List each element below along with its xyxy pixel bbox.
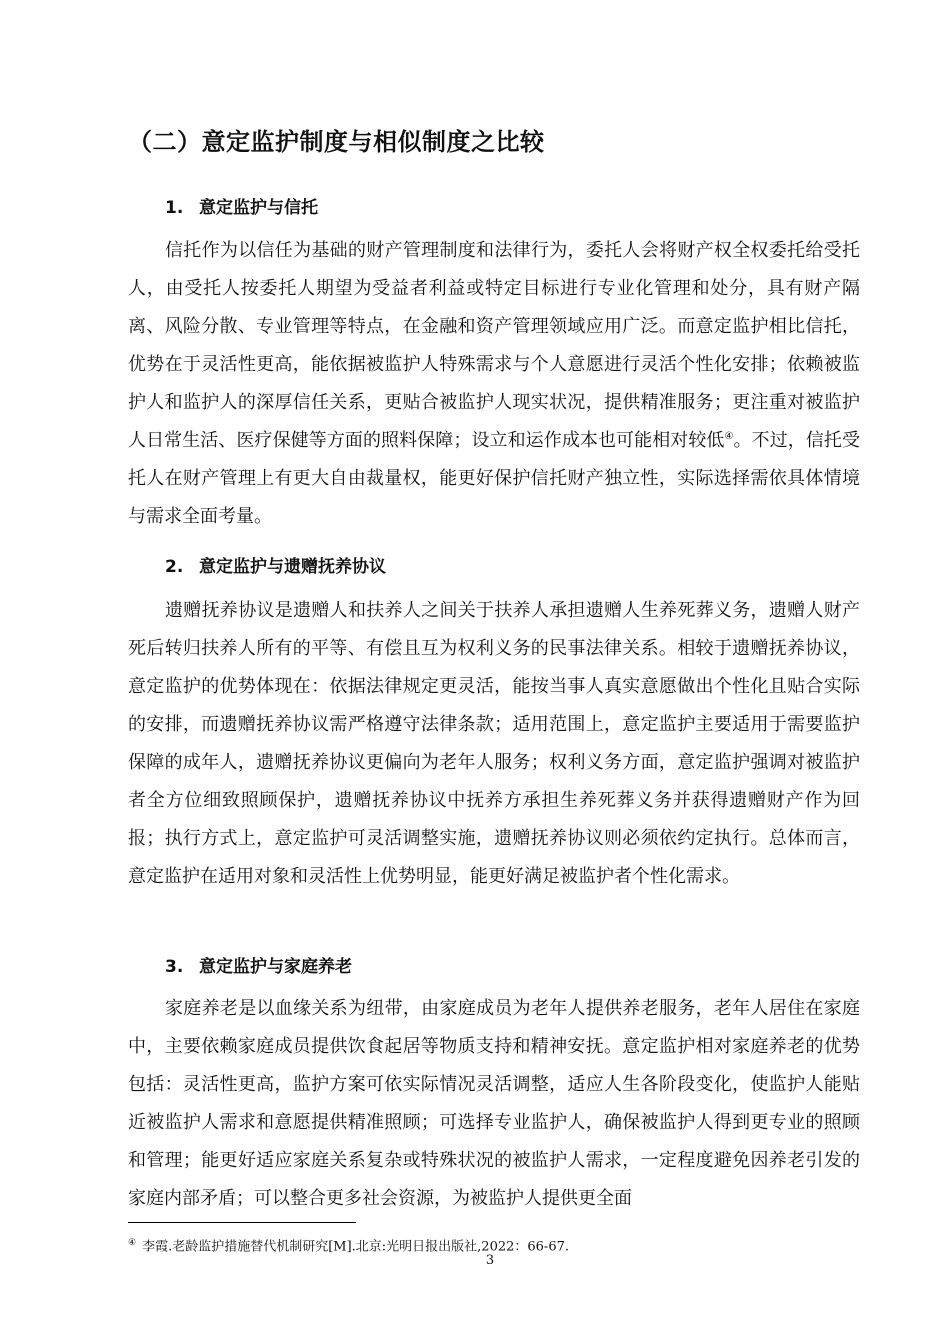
subsection-number: 2. [165,557,184,577]
subsection-number: 3. [165,957,184,977]
paragraph-text: 信托作为以信任为基础的财产管理制度和法律行为，委托人会将财产权全权委托给受托人，由受托人按委托人期望为受益者利益或特定目标进行专业化管理和处分，具有财产隔离、风险分散、专业管理等特点，在金融和资产管理领域应用广泛。而意定监护相比信托，优势在于灵活性更高，能依据被监护人特殊需求与个人意愿进行灵活个性化安排；依赖被监护人和监护人的深厚信任关系，更贴合被监护人现实状况，提供精准服务；更注重对被监护人日常生活、医疗保健等方面的照料保障；设立和运作成本也可能相对较低 [128,240,860,451]
paragraph-text-tail: 。不过，信托受托人在财产管理上有更大自由裁量权，能更好保护信托财产独立性，实际选择需依具体情境与需求全面考量。 [128,430,861,527]
footnote-mark: ④ [128,1238,137,1248]
section-heading: （二）意定监护制度与相似制度之比较 [128,128,545,156]
paragraph-bequest: 遗赠抚养协议是遗赠人和扶养人之间关于扶养人承担遗赠人生养死葬义务，遗赠人财产死后转归扶养人所有的平等、有偿且互为权利义务的民事法律关系。相较于遗赠抚养协议，意定监护的优势体现在：依据法律规定更灵活，能按当事人真实意愿做出个性化且贴合实际的安排，而遗赠抚养协议需严格遵守法律条款；适用范围上，意定监护主要适用于需要监护保障的成年人，遗赠抚养协议更偏向为老年人服务；权利义务方面，意定监护强调对被监护者全方位细致照顾保护，遗赠抚养协议中抚养方承担生养死葬义务并获得遗赠财产作为回报；执行方式上，意定监护可灵活调整实施，遗赠抚养协议则必须依约定执行。总体而言，意定监护在适用对象和灵活性上优势明显，能更好满足被监护者个性化需求。 [128,600,860,887]
subsection-title: 意定监护与遗赠抚养协议 [199,557,386,577]
subsection-heading-family-care [165,953,352,981]
subsection-title: 意定监护与家庭养老 [199,957,352,977]
paragraph-family-care: 家庭养老是以血缘关系为纽带，由家庭成员为老年人提供养老服务，老年人居住在家庭中，主要依赖家庭成员提供饮食起居等物质支持和精神安抚。意定监护相对家庭养老的优势包括：灵活性更高，监护方案可依实际情况灵活调整，适应人生各阶段变化，使监护人能贴近被监护人需求和意愿提供精准照顾；可选择专业监护人，确保被监护人得到更专业的照顾和管理；能更好适应家庭关系复杂或特殊状况的被监护人需求，一定程度避免因养老引发的家庭内部矛盾；可以整合更多社会资源，为被监护人提供更全面 [128,998,860,1209]
paragraph-trust [128,232,860,536]
subsection-title: 意定监护与信托 [199,198,318,218]
footnote-text: 李霞.老龄监护措施替代机制研究[M].北京:光明日报出版社,2022：66-67. [142,1239,570,1255]
footnote-divider [128,1222,356,1223]
footnote-reference[interactable]: ④ [724,431,734,442]
subsection-heading-bequest [165,553,386,581]
subsection-heading-trust [165,194,318,222]
page-number: 3 [485,1253,495,1268]
subsection-number: 1. [165,198,184,218]
